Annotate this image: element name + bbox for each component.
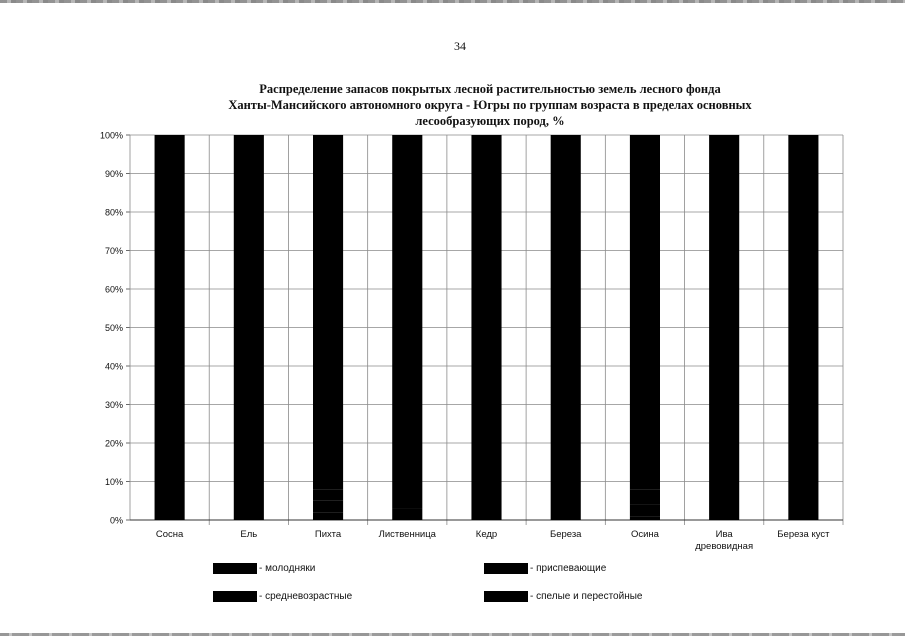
x-tick-label: Ель bbox=[240, 529, 258, 540]
bar-segment-6-1 bbox=[630, 505, 660, 517]
y-tick-label: 90% bbox=[104, 169, 123, 179]
y-tick-label: 50% bbox=[104, 323, 123, 333]
bar-segment-7-3 bbox=[709, 135, 739, 520]
legend-item-molodnyaki bbox=[213, 563, 315, 574]
y-tick-label: 20% bbox=[104, 438, 123, 449]
y-tick-label: 60% bbox=[104, 284, 123, 295]
x-tick-label: Сосна bbox=[155, 529, 184, 540]
page-number: 34 bbox=[454, 39, 466, 53]
x-tick-label: Кедр bbox=[475, 529, 498, 540]
x-tick-label: Береза bbox=[549, 529, 582, 540]
legend-swatch-molodnyaki bbox=[213, 563, 257, 574]
chart-title-line-2: Ханты-Мансийского автономного округа - Югры по группам возраста в пределах основных bbox=[228, 98, 752, 112]
bar-segment-6-3 bbox=[630, 135, 660, 489]
y-tick-label: 30% bbox=[104, 400, 123, 410]
x-tick-label: Береза куст bbox=[777, 529, 830, 540]
legend-item-spelye bbox=[484, 591, 642, 602]
bar-segment-2-0 bbox=[313, 512, 343, 520]
bar-segment-8-3 bbox=[788, 135, 818, 520]
x-tick-label: Осина bbox=[630, 529, 659, 540]
bar-segment-2-2 bbox=[313, 489, 343, 501]
chart-title-line-1: Распределение запасов покрытых лесной растительностью земель лесного фонда bbox=[259, 82, 721, 96]
legend-swatch-srednevozrastnye bbox=[213, 591, 257, 602]
legend-swatch-prispevayushchie bbox=[484, 563, 528, 574]
bar-segment-1-3 bbox=[234, 135, 264, 520]
y-tick-label: 100% bbox=[99, 130, 123, 141]
legend-swatch-spelye bbox=[484, 591, 528, 602]
legend-item-prispevayushchie bbox=[484, 563, 606, 574]
bar-segment-3-2 bbox=[392, 508, 422, 520]
x-tick-label: Ива bbox=[715, 529, 733, 540]
bar-segment-6-2 bbox=[630, 489, 660, 504]
bar-segment-2-1 bbox=[313, 501, 343, 513]
y-tick-label: 40% bbox=[104, 361, 123, 372]
legend-label-srednevozrastnye: - средневозрастные bbox=[259, 591, 353, 602]
bar-segment-4-3 bbox=[471, 135, 501, 520]
legend-label-molodnyaki: - молодняки bbox=[259, 563, 316, 574]
x-tick-label: Пихта bbox=[314, 529, 342, 540]
bar-segment-6-0 bbox=[630, 516, 660, 520]
chart-title-line-3: лесообразующих пород, % bbox=[415, 114, 565, 128]
bar-segment-3-3 bbox=[392, 135, 422, 508]
bar-segment-0-3 bbox=[155, 135, 185, 520]
y-tick-label: 0% bbox=[109, 515, 123, 526]
legend-label-prispevayushchie: - приспевающие bbox=[530, 563, 607, 574]
x-tick-label: Лиственница bbox=[378, 529, 436, 540]
y-tick-label: 10% bbox=[104, 477, 123, 487]
x-tick-label: древовидная bbox=[695, 541, 754, 552]
legend-item-srednevozrastnye bbox=[213, 591, 352, 602]
bar-segment-2-3 bbox=[313, 135, 343, 489]
y-tick-label: 70% bbox=[104, 246, 123, 256]
scan-edge-bottom bbox=[0, 633, 905, 636]
y-tick-label: 80% bbox=[104, 207, 123, 218]
legend-label-spelye: - спелые и перестойные bbox=[530, 591, 643, 602]
bar-segment-5-3 bbox=[551, 135, 581, 520]
